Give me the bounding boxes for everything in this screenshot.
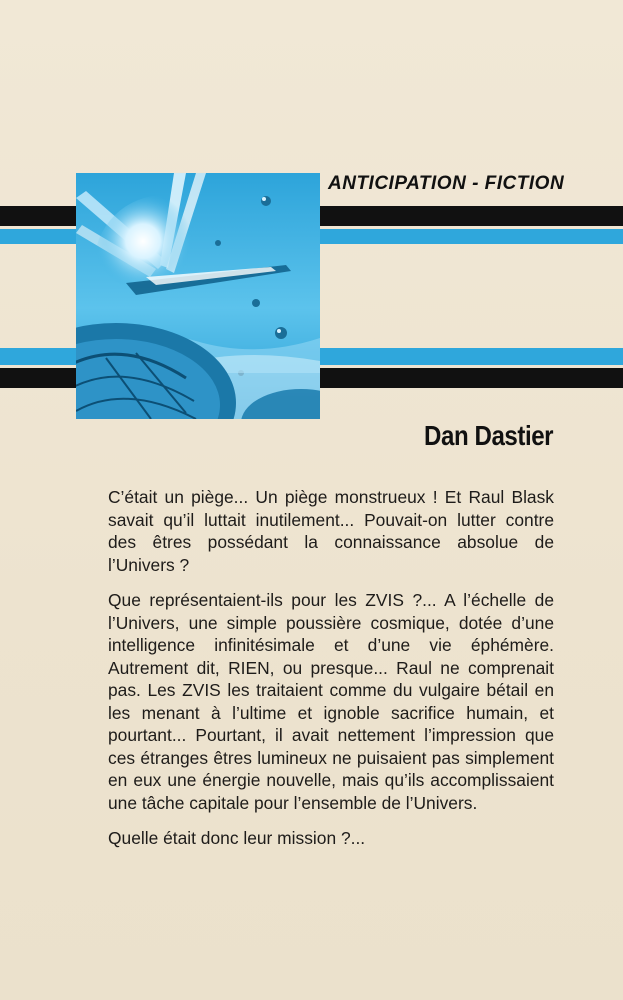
space-battle-illustration-icon (76, 173, 320, 419)
blurb-paragraph: Quelle était donc leur mission ?... (108, 828, 366, 848)
series-title: ANTICIPATION - FICTION (328, 173, 565, 194)
blurb-paragraph: Que représentaient-ils pour les ZVIS ?... A l’échelle de l’Univers, une simple poussière cosmique, dotée d’une intelligence infinitésimale et d’une vie éphémère. Autrement dit, RIEN, ou presque... Raul ne comprenait pas. Les ZVIS les traitaient comme du vulgaire bétail en les menant à l’ultime et ignoble sacrifice humain, et pourtant... Pourtant, il avait nettement l’impression que ces étranges êtres lumineux ne puisaient pas simplement en eux une énergie nouvelle, mais qu’ils accomplissaient une tâche capitale pour l’ensemble de l’Univers. (108, 590, 554, 813)
author-name: Dan Dastier (423, 420, 553, 451)
blurb-text (108, 486, 554, 863)
blurb-paragraph: C’était un piège... Un piège monstrueux ! Et Raul Blask savait qu’il luttait inutilement... Pouvait-on lutter contre des êtres possédant la connaissance absolue de l’Univers ? (108, 487, 554, 575)
